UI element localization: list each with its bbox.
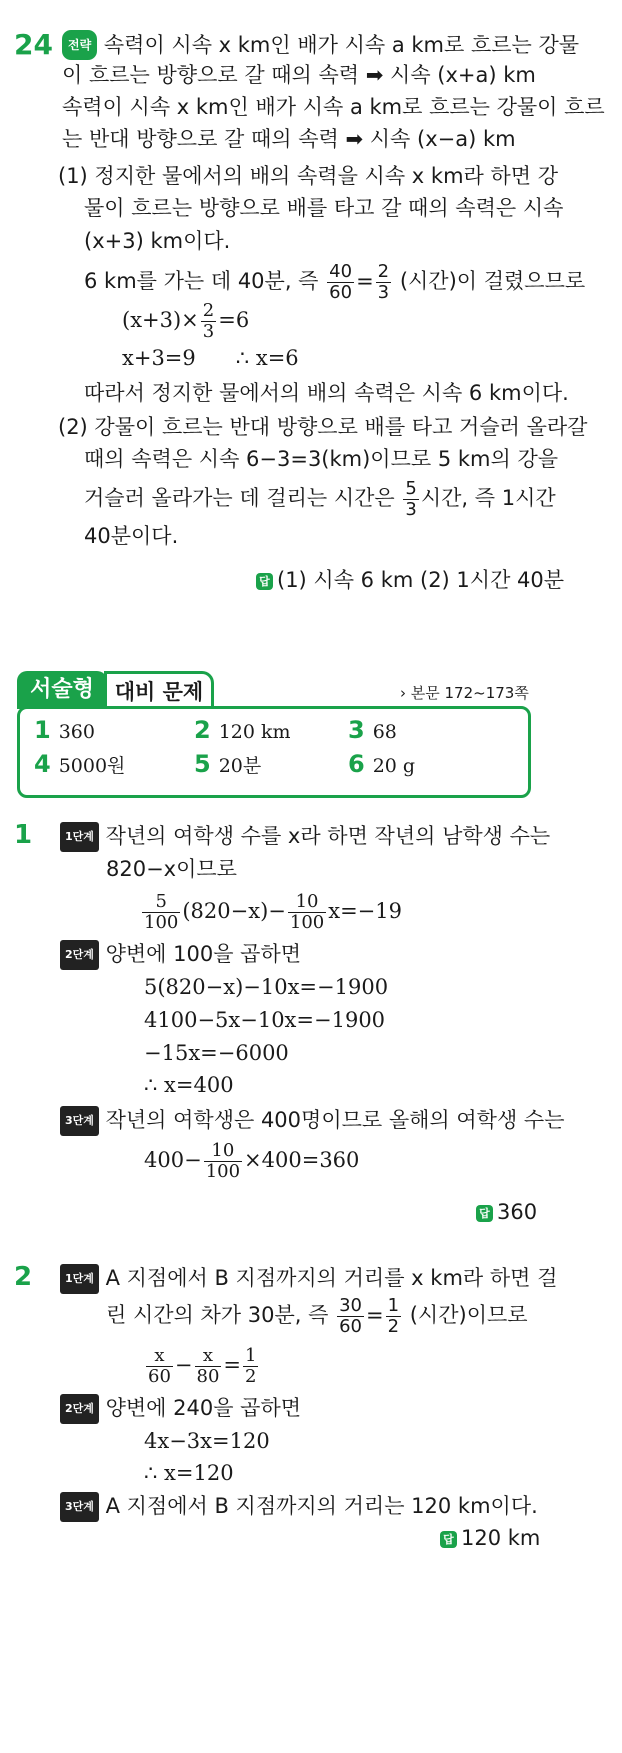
fraction <box>243 1346 258 1387</box>
summary-item <box>348 716 397 744</box>
part2-line: (2) 강물이 흐르는 반대 방향으로 배를 타고 거슬러 올라갈 <box>58 415 588 439</box>
answer-mark: 답 <box>256 573 273 590</box>
text: 작년의 여학생 수를 x라 하면 작년의 남학생 수는 <box>105 824 551 848</box>
item-value: 68 <box>372 721 397 743</box>
item-number: 3 <box>348 716 365 744</box>
step-badge: 3단계 <box>60 1106 99 1136</box>
part2-line: 40분이다. <box>84 524 179 548</box>
fraction <box>376 262 391 303</box>
denominator: 3 <box>405 498 417 520</box>
strategy-badge: 전략 <box>62 30 97 60</box>
step3-line <box>60 1106 565 1136</box>
answer-text: 120 km <box>461 1526 541 1550</box>
denominator: 3 <box>202 321 215 342</box>
numerator: 1 <box>387 1294 400 1316</box>
summary-item <box>34 716 95 744</box>
numerator: 30 <box>339 1294 362 1316</box>
numerator: 5 <box>142 892 180 913</box>
page-reference: › 본문 172~173쪽 <box>400 684 529 702</box>
text: 양변에 240을 곱하면 <box>105 1396 302 1420</box>
part1-line: 따라서 정지한 물에서의 배의 속력은 시속 6 km이다. <box>84 381 569 405</box>
fraction <box>386 1296 401 1337</box>
text: 400− <box>144 1148 202 1172</box>
fraction <box>142 892 180 933</box>
fraction <box>204 1141 242 1182</box>
strategy-text: 속력이 시속 x km인 배가 시속 a km로 흐르는 강물 <box>103 33 580 57</box>
numerator: 10 <box>288 892 326 913</box>
step1-line <box>106 1292 528 1338</box>
item-value: 20분 <box>218 755 262 777</box>
numerator: 10 <box>204 1141 242 1162</box>
step1-line <box>60 1264 557 1294</box>
text: 6 km를 가는 데 40분, 즉 <box>84 269 319 293</box>
text: A 지점에서 B 지점까지의 거리는 120 km이다. <box>105 1494 538 1518</box>
item-number: 6 <box>348 750 365 778</box>
equation <box>140 888 402 934</box>
item-number: 4 <box>34 750 51 778</box>
fraction <box>201 301 216 342</box>
answer-line <box>440 1524 540 1552</box>
equation: ∴ x=400 <box>144 1073 234 1097</box>
fraction <box>146 1346 173 1387</box>
summary-item <box>194 716 291 744</box>
equation: 5(820−x)−10x=−1900 <box>144 975 389 999</box>
text: 양변에 100을 곱하면 <box>105 942 302 966</box>
denominator: 2 <box>387 1315 400 1337</box>
step1-line <box>60 822 550 852</box>
equation: x+3=9 ∴ x=6 <box>122 346 299 370</box>
summary-item <box>34 750 125 778</box>
question-number: 2 <box>14 1262 33 1292</box>
step-badge: 2단계 <box>60 1394 99 1424</box>
numerator: 40 <box>329 260 353 282</box>
text: (x+3)× <box>122 308 199 332</box>
equals: = <box>223 1353 242 1377</box>
equation: −15x=−6000 <box>144 1041 289 1065</box>
fraction <box>403 479 418 520</box>
item-value: 5000원 <box>58 755 126 777</box>
numerator: x <box>146 1346 173 1367</box>
strategy-line <box>62 30 579 60</box>
item-number: 2 <box>194 716 211 744</box>
numerator: 2 <box>377 260 390 282</box>
numerator: 5 <box>405 477 417 499</box>
equation: 4100−5x−10x=−1900 <box>144 1008 386 1032</box>
answer-text: 360 <box>497 1200 538 1224</box>
equation: ∴ x=120 <box>144 1461 234 1485</box>
summary-tab-title: 대비 문제 <box>104 671 214 709</box>
text: (820−x)− <box>182 899 286 923</box>
equals: = <box>356 269 374 293</box>
fraction <box>288 892 326 933</box>
strategy-line: 이 흐르는 방향으로 갈 때의 속력 ➡ 시속 (x+a) km <box>62 63 536 87</box>
summary-item <box>194 750 261 778</box>
step2-line <box>60 1394 301 1424</box>
item-number: 5 <box>194 750 211 778</box>
text: A 지점에서 B 지점까지의 거리를 x km라 하면 걸 <box>105 1266 558 1290</box>
equation <box>122 297 249 343</box>
denominator: 100 <box>144 912 179 933</box>
fraction <box>195 1346 222 1387</box>
text: − <box>174 1353 193 1377</box>
text: (시간)이므로 <box>409 1303 528 1327</box>
denominator: 3 <box>377 281 390 303</box>
text: (시간)이 걸렸으므로 <box>399 269 586 293</box>
equation <box>144 1342 260 1388</box>
step1-line: 820−x이므로 <box>106 857 237 881</box>
text: ×400=360 <box>244 1148 360 1172</box>
text: x=−19 <box>328 899 402 923</box>
text: 시간, 즉 1시간 <box>420 486 556 510</box>
step-badge: 2단계 <box>60 940 99 970</box>
step2-line <box>60 940 301 970</box>
denominator: 100 <box>289 912 325 933</box>
strategy-line: 속력이 시속 x km인 배가 시속 a km로 흐르는 강물이 흐르 <box>62 95 605 119</box>
equation <box>144 1137 359 1183</box>
numerator: 1 <box>245 1345 257 1366</box>
item-number: 1 <box>34 716 51 744</box>
step-badge: 1단계 <box>60 1264 99 1294</box>
strategy-line: 는 반대 방향으로 갈 때의 속력 ➡ 시속 (x−a) km <box>62 127 516 151</box>
part1-line: (x+3) km이다. <box>84 229 231 253</box>
part1-line: 물이 흐르는 방향으로 배를 타고 갈 때의 속력은 시속 <box>84 196 564 220</box>
numerator: x <box>195 1346 222 1367</box>
fraction <box>337 1296 364 1337</box>
question-number: 1 <box>14 820 33 850</box>
denominator: 2 <box>245 1366 257 1387</box>
denominator: 100 <box>205 1161 241 1182</box>
step-badge: 1단계 <box>60 822 99 852</box>
text: 린 시간의 차가 30분, 즉 <box>106 1303 329 1327</box>
denominator: 60 <box>329 281 353 303</box>
answer-text: (1) 시속 6 km (2) 1시간 40분 <box>277 568 565 592</box>
item-value: 120 km <box>218 721 291 743</box>
denominator: 60 <box>148 1366 171 1387</box>
summary-tab-label: 서술형 <box>17 671 107 709</box>
equals: = <box>365 1303 384 1327</box>
answer-mark: 답 <box>476 1205 493 1222</box>
answer-mark: 답 <box>440 1531 457 1548</box>
fraction <box>327 262 354 303</box>
answer-line <box>256 566 564 594</box>
item-value: 20 g <box>372 755 416 777</box>
text: =6 <box>218 308 250 332</box>
text: 거슬러 올라가는 데 걸리는 시간은 <box>84 486 395 510</box>
item-value: 360 <box>58 721 95 743</box>
part2-line <box>84 475 556 521</box>
question-number: 24 <box>14 28 53 61</box>
step3-line <box>60 1492 538 1522</box>
numerator: 2 <box>202 300 215 321</box>
denominator: 60 <box>339 1315 362 1337</box>
text: 작년의 여학생은 400명이므로 올해의 여학생 수는 <box>105 1108 565 1132</box>
summary-item <box>348 750 415 778</box>
part1-line: (1) 정지한 물에서의 배의 속력을 시속 x km라 하면 강 <box>58 164 559 188</box>
equation: 4x−3x=120 <box>144 1429 270 1453</box>
answer-line <box>476 1198 537 1226</box>
part2-line: 때의 속력은 시속 6−3=3(km)이므로 5 km의 강을 <box>84 447 559 471</box>
denominator: 80 <box>196 1366 220 1387</box>
step-badge: 3단계 <box>60 1492 99 1522</box>
